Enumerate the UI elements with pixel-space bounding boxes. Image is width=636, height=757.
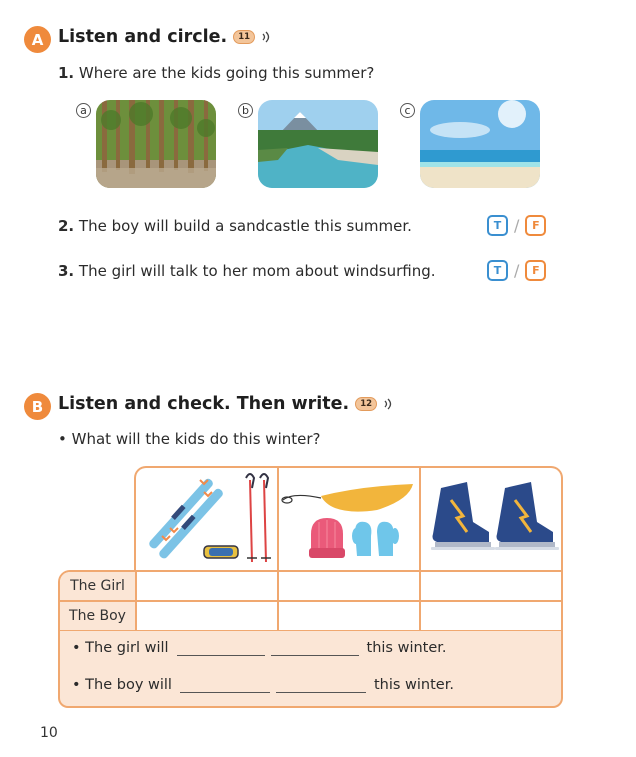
q3-true-false (487, 260, 546, 281)
blank-boy-1[interactable] (180, 678, 270, 693)
audio-track-badge[interactable]: 12 (355, 397, 377, 411)
goggles-icon (204, 546, 238, 558)
blank-boy-2[interactable] (276, 678, 366, 693)
question-1: 1. Where are the kids going this summer? (58, 64, 375, 82)
check-cell-girl-sledding[interactable] (279, 572, 419, 600)
ice-skates-icon (423, 470, 559, 568)
section-a-header (58, 27, 273, 47)
skiing-picture[interactable] (140, 470, 274, 568)
slash: / (514, 261, 520, 280)
q2-false-option[interactable]: F (525, 215, 546, 236)
q3-false-option[interactable]: F (525, 260, 546, 281)
question-2: 2. The boy will build a sandcastle this summer. (58, 217, 412, 235)
section-a-badge: A (24, 26, 51, 53)
check-cell-boy-sledding[interactable] (279, 602, 419, 630)
blank-girl-1[interactable] (177, 641, 265, 656)
beach-photo[interactable] (420, 100, 540, 188)
section-b-question: • What will the kids do this winter? (58, 430, 321, 448)
sled-icon (282, 484, 413, 512)
sentence-boy: • The boy will this winter. (72, 677, 454, 693)
check-cell-girl-skating[interactable] (421, 572, 561, 600)
page-number: 10 (40, 725, 58, 741)
speaker-icon[interactable] (383, 397, 395, 411)
question-3: 3. The girl will talk to her mom about windsurfing. (58, 262, 436, 280)
blank-girl-2[interactable] (271, 641, 359, 656)
q2-true-false (487, 215, 546, 236)
hat-icon (309, 518, 345, 558)
section-b-header (58, 394, 395, 414)
sledding-picture[interactable] (281, 470, 417, 568)
row-label-girl: The Girl (60, 572, 135, 600)
row-label-boy: The Boy (60, 602, 135, 630)
q2-true-option[interactable]: T (487, 215, 508, 236)
option-c-label[interactable]: c (400, 103, 415, 118)
ice-skating-picture[interactable] (423, 470, 559, 568)
check-cell-boy-skiing[interactable] (137, 602, 277, 630)
sentence-girl: • The girl will this winter. (72, 640, 447, 656)
slash: / (514, 216, 520, 235)
section-b-badge: B (24, 393, 51, 420)
check-cell-girl-skiing[interactable] (137, 572, 277, 600)
section-b-title: Listen and check. Then write. (58, 394, 350, 414)
river-photo[interactable] (258, 100, 378, 188)
forest-photo[interactable] (96, 100, 216, 188)
speaker-icon[interactable] (261, 30, 273, 44)
mittens-icon (352, 522, 399, 556)
check-cell-boy-skating[interactable] (421, 602, 561, 630)
option-b-label[interactable]: b (238, 103, 253, 118)
q3-true-option[interactable]: T (487, 260, 508, 281)
audio-track-badge[interactable]: 11 (233, 30, 255, 44)
ski-poles-icon (246, 474, 271, 562)
section-a-title: Listen and circle. (58, 27, 228, 47)
option-a-label[interactable]: a (76, 103, 91, 118)
